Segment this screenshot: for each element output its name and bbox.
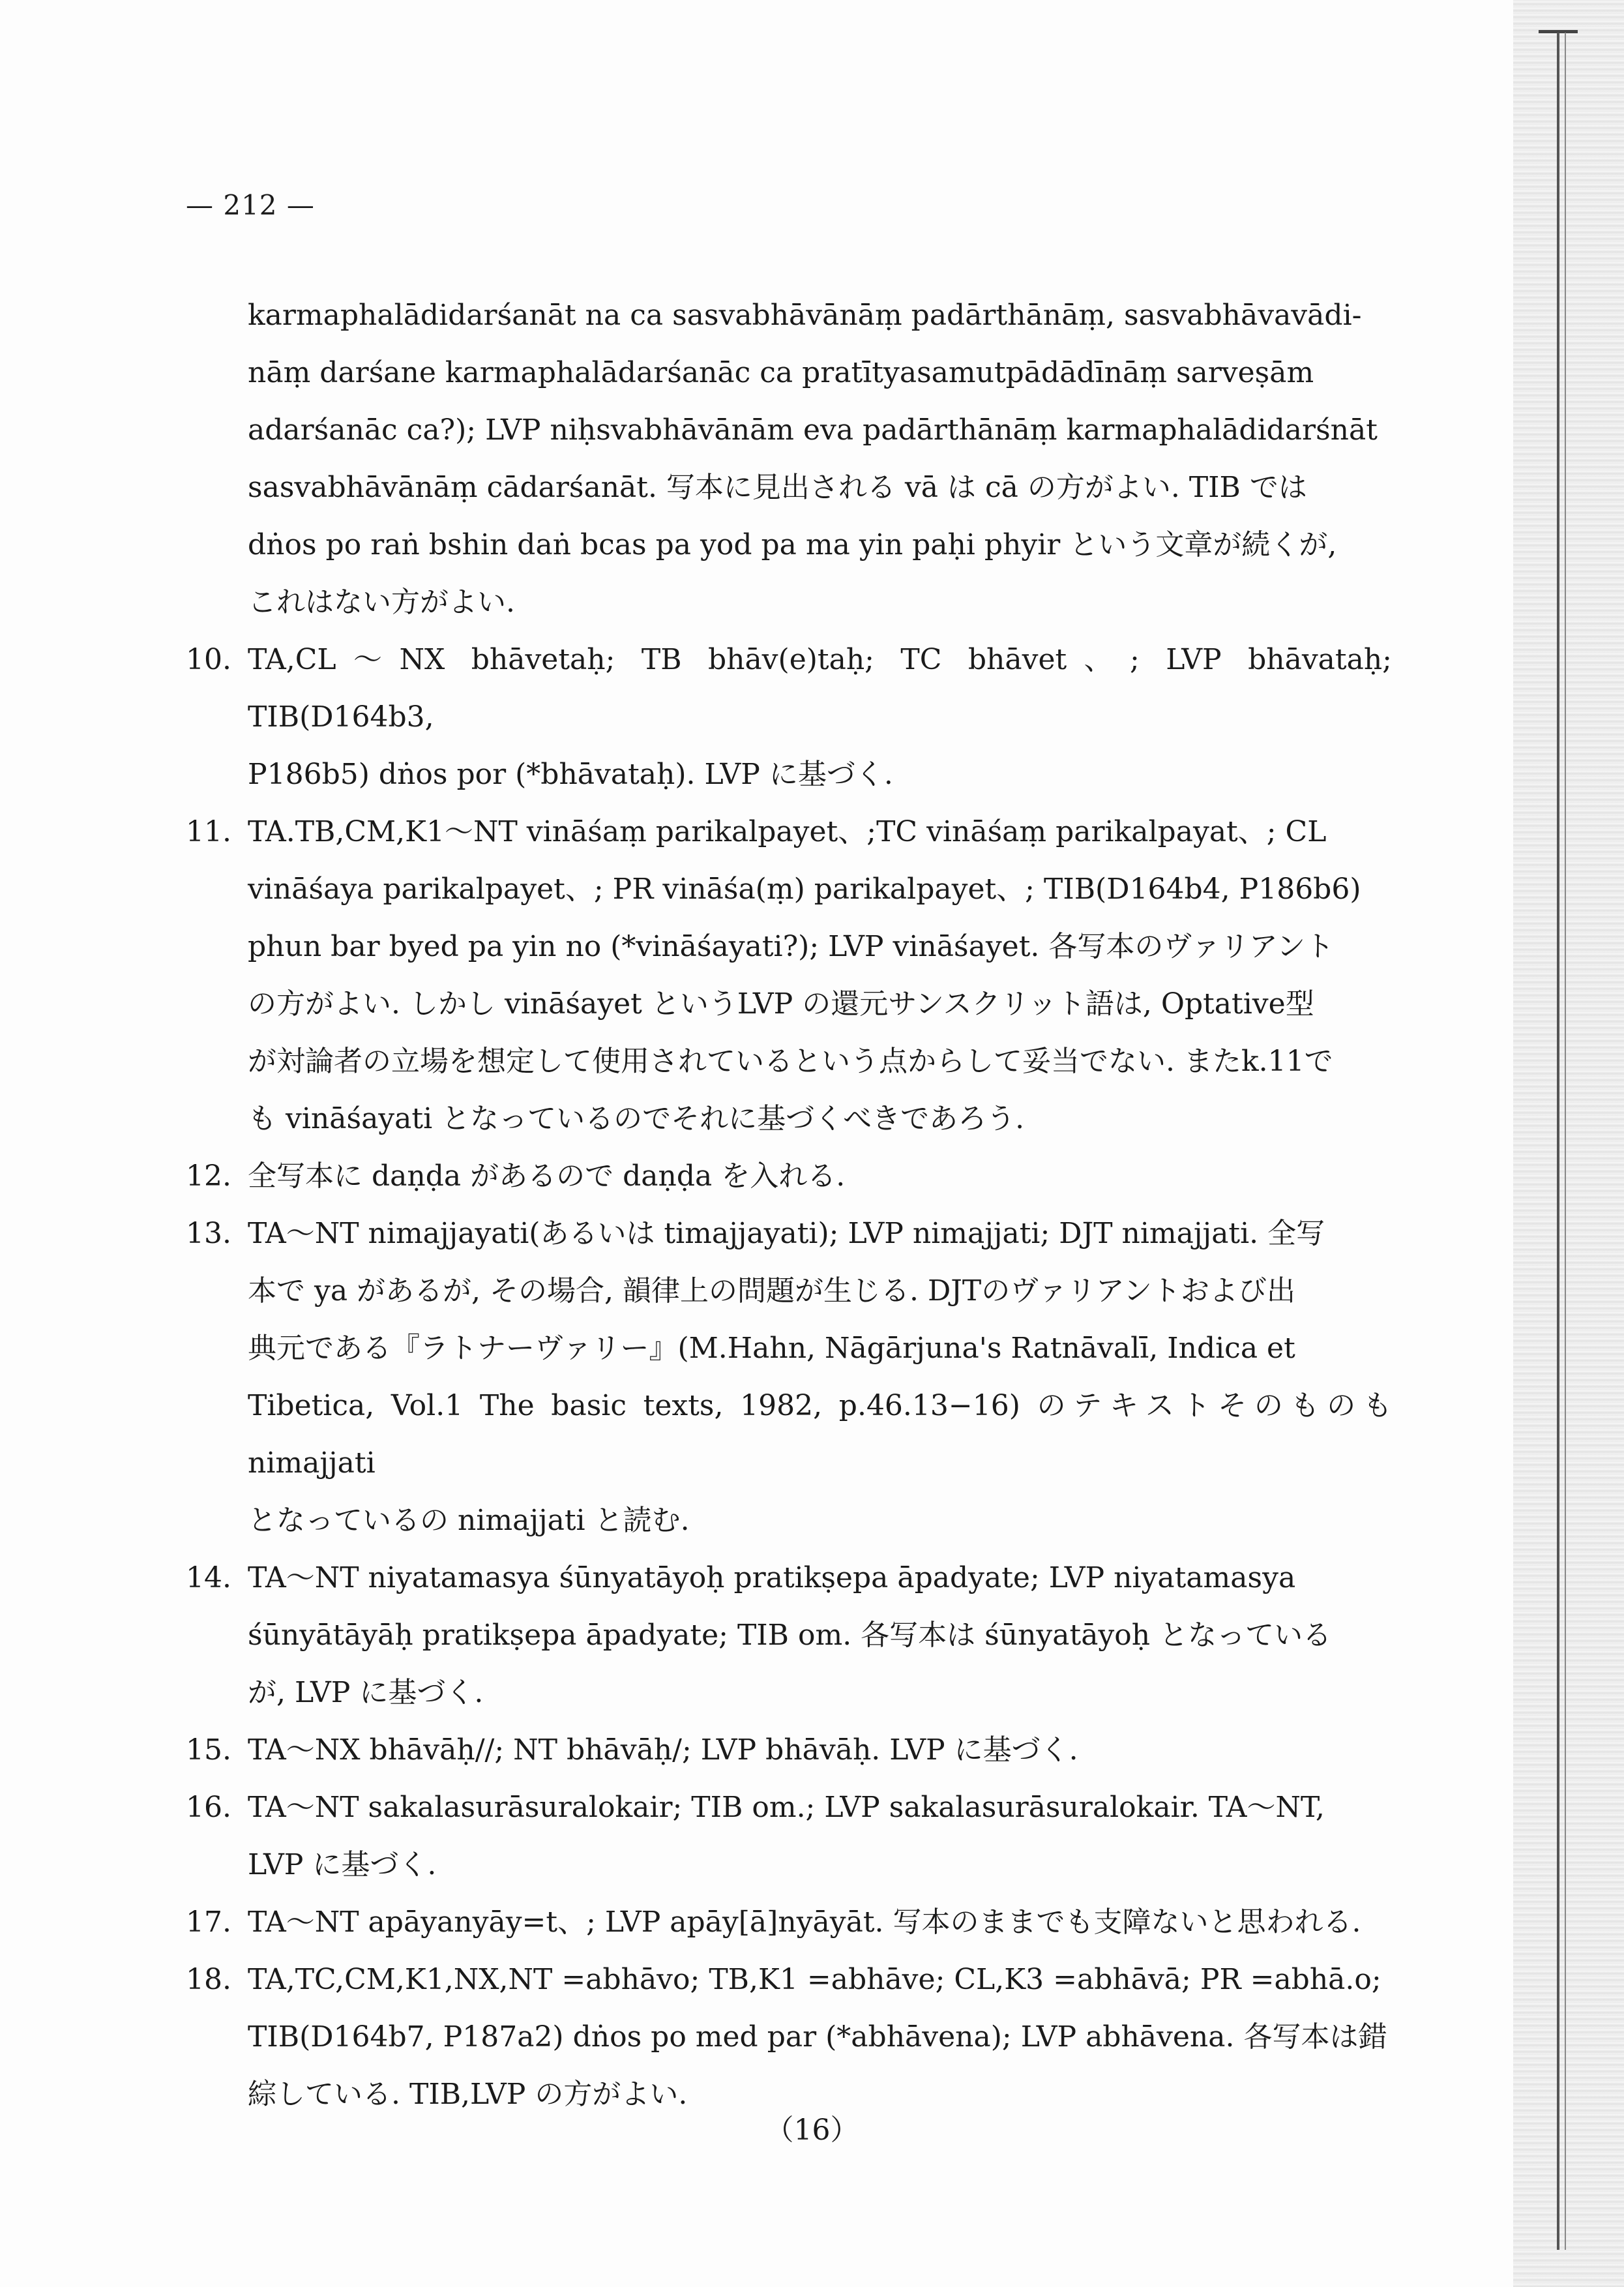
note-number: 13. [186,1217,231,1250]
scan-edge-shadow [1513,0,1624,2287]
note-line: も vināśayati となっているのでそれに基づくべきであろう. [248,1102,1025,1135]
notes-list [186,631,1392,2123]
note-item [186,1894,1392,1951]
note-body [248,1951,1392,2123]
note-line: P186b5) dṅos por (*bhāvataḥ). LVP に基づく. [248,758,893,791]
main-text [186,287,1392,2123]
note-number: 17. [186,1906,231,1939]
lead-line-3: adarśanāc ca?); LVP niḥsvabhāvānām eva padārthānāṃ karmaphalādidarśnāt [248,413,1378,447]
lead-line-5: dṅos po raṅ bshin daṅ bcas pa yod pa ma yin paḥi phyir という文章が続くが, [248,528,1337,561]
lead-line-2: nāṃ darśane karmaphalādarśanāc ca pratītyasamutpādādīnāṃ sarveṣām [248,356,1314,389]
note-line: Tibetica, Vol.1 The basic texts, 1982, p.46.13−16) のテキストそのものも nimajjati [248,1389,1392,1480]
note-line: TA〜NT nimajjayati(あるいは timajjayati); LVP nimajjati; DJT nimajjati. 全写 [248,1217,1325,1250]
note-item [186,1779,1392,1894]
note-body [248,631,1392,803]
note-body [248,1549,1392,1722]
note-line: vināśaya parikalpayet、; PR vināśa(ṃ) parikalpayet、; TIB(D164b4, P186b6) [248,873,1361,906]
note-body [248,1722,1392,1779]
note-line: TA,CL〜NX bhāvetaḥ; TB bhāv(e)taḥ; TC bhāvet、; LVP bhāvataḥ; TIB(D164b3, [248,643,1392,734]
note-line: が対論者の立場を想定して使用されているという点からして妥当でない. またk.11で [248,1045,1333,1078]
binding-line [1557,33,1559,2250]
note-line: TA〜NT sakalasurāsuralokair; TIB om.; LVP sakalasurāsuralokair. TA〜NT, [248,1791,1325,1824]
note-item [186,1722,1392,1779]
note-number: 15. [186,1733,231,1767]
note-line: TA,TC,CM,K1,NX,NT =abhāvo; TB,K1 =abhāve; CL,K3 =abhāvā; PR =abhā.o; [248,1963,1381,1996]
note-line: となっているの nimajjati と読む. [248,1504,690,1537]
note-line: TIB(D164b7, P187a2) dṅos po med par (*abhāvena); LVP abhāvena. 各写本は錯 [248,2020,1387,2054]
note-line: TA〜NT niyatamasya śūnyatāyoḥ pratikṣepa āpadyate; LVP niyatamasya [248,1561,1296,1594]
note-line: 綜している. TIB,LVP の方がよい. [248,2078,688,2111]
note-line: TA〜NX bhāvāḥ//; NT bhāvāḥ/; LVP bhāvāḥ. LVP に基づく. [248,1733,1078,1767]
note-line: 全写本に daṇḍa があるので daṇḍa を入れる. [248,1159,846,1193]
note-line: 典元である『ラトナーヴァリー』(M.Hahn, Nāgārjuna's Ratnāvalī, Indica et [248,1332,1295,1365]
note-item [186,803,1392,1148]
note-body [248,1148,1392,1205]
lead-line-1: karmaphalādidarśanāt na ca sasvabhāvānāṃ padārthānāṃ, sasvabhāvavādi- [248,299,1362,332]
note-item [186,1148,1392,1205]
folio-number: （16） [765,2114,859,2147]
note-body [248,1779,1392,1894]
note-line: LVP に基づく. [248,1848,437,1881]
binding-line-secondary [1565,33,1566,2250]
page-number: — 212 — [186,189,315,221]
note-item [186,1549,1392,1722]
note-line: が, LVP に基づく. [248,1676,484,1709]
lead-paragraph [186,287,1392,631]
note-item [186,1205,1392,1549]
note-body [248,803,1392,1148]
note-line: TA〜NT apāyanyāy=t、; LVP apāy[ā]nyāyāt. 写本のままでも支障ないと思われる. [248,1906,1361,1939]
note-line: の方がよい. しかし vināśayet というLVP の還元サンスクリット語は, Optative型 [248,987,1314,1021]
note-number: 18. [186,1963,231,1996]
note-number: 12. [186,1159,231,1193]
lead-line-6: これはない方がよい. [248,586,515,619]
note-number: 16. [186,1791,231,1824]
note-line: śūnyātāyāḥ pratikṣepa āpadyate; TIB om. 各写本は śūnyatāyoḥ となっている [248,1619,1332,1652]
note-number: 10. [186,643,231,676]
note-body [248,1894,1392,1951]
lead-line-4: sasvabhāvānāṃ cādarśanāt. 写本に見出される vā は cā の方がよい. TIB では [248,471,1307,504]
note-item [186,1951,1392,2123]
note-item [186,631,1392,803]
note-line: phun bar byed pa yin no (*vināśayati?); LVP vināśayet. 各写本のヴァリアント [248,930,1335,963]
note-line: 本で ya があるが, その場合, 韻律上の問題が生じる. DJTのヴァリアントおよび出 [248,1274,1296,1308]
note-number: 11. [186,815,231,848]
note-body [248,1205,1392,1549]
note-line: TA.TB,CM,K1〜NT vināśaṃ parikalpayet、;TC vināśaṃ parikalpayat、; CL [248,815,1327,848]
note-number: 14. [186,1561,231,1594]
